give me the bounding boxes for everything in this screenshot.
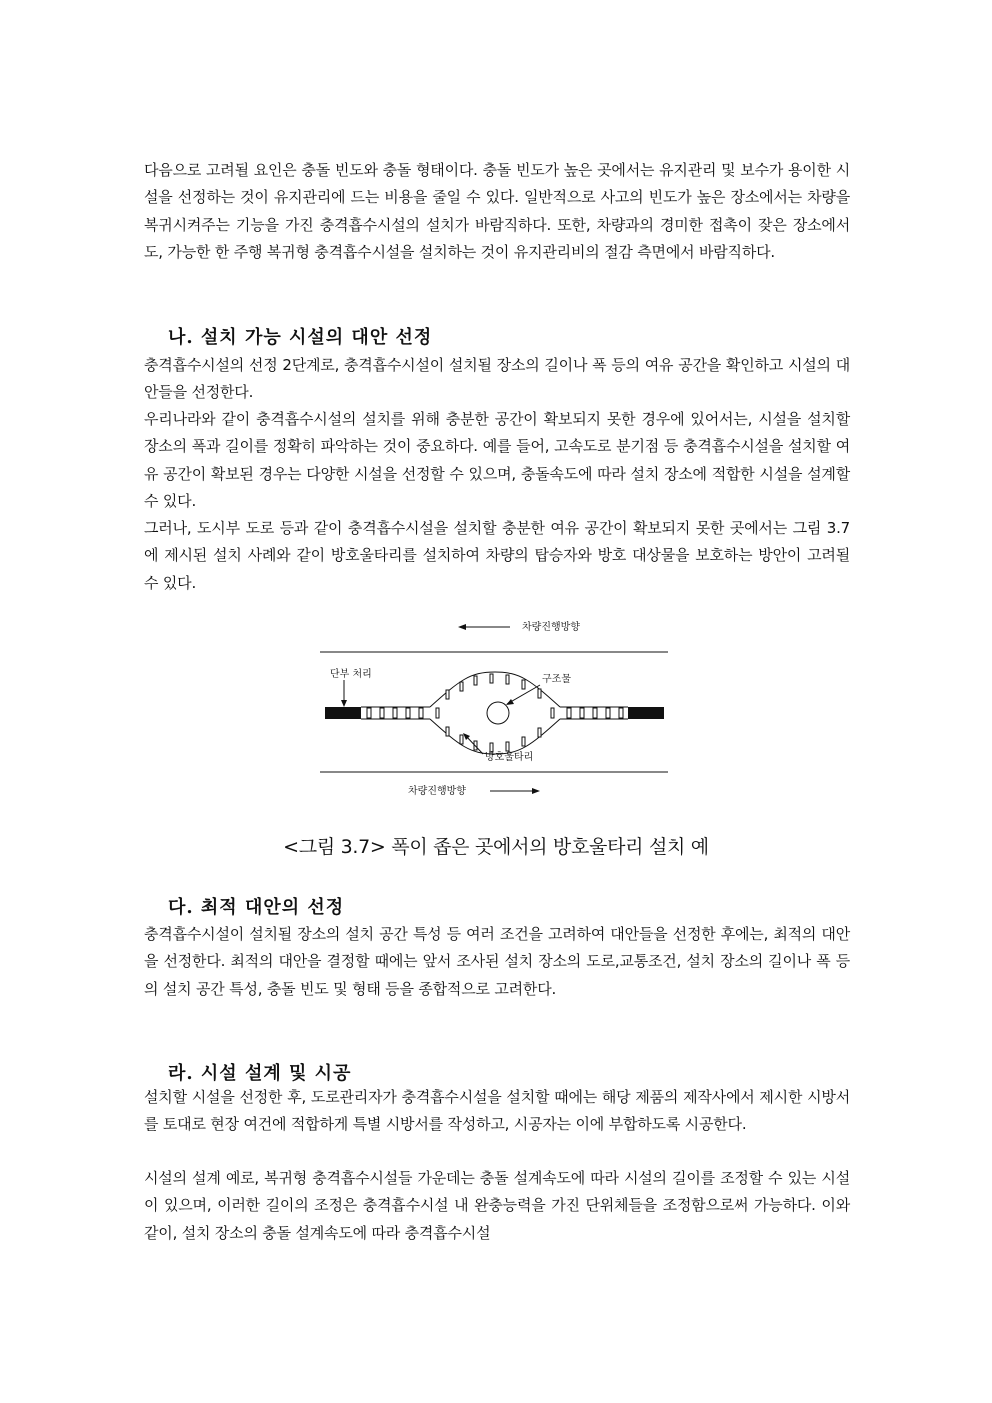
guardrail-label: 방호울타리 — [485, 752, 534, 763]
structure-leader-head — [506, 699, 514, 705]
end-treatment-label: 단부 처리 — [330, 669, 372, 680]
section-na-paragraph-1: 충격흡수시설의 선정 2단계로, 충격흡수시설이 설치될 장소의 길이나 폭 등의 여유 공간을 확인하고 시설의 대안들을 선정한다. — [144, 356, 850, 402]
end-treatment-right — [628, 707, 664, 719]
section-da-paragraph-1: 충격흡수시설이 설치될 장소의 설치 공간 특성 등 여러 조건을 고려하여 대안들을 선정한 후에는, 최적의 대안을 선정한다. 최적의 대안을 결정할 때에는 앞서 조사된 설치 장소의 도로,교통조건, 설치 장소의 길이나 폭 등의 설치 공간 특성, 충돌 빈도 및 형태 등을 종합적으로 고려한다. — [144, 925, 850, 998]
top-direction-arrow-head — [458, 624, 466, 630]
end-treatment-leader-head — [341, 700, 347, 707]
structure-label: 구조물 — [542, 674, 571, 685]
bottom-direction-label: 차량진행방향 — [408, 786, 466, 797]
section-na-heading: 나. 설치 가능 시설의 대안 선정 — [168, 327, 433, 348]
section-ra-heading: 라. 시설 설계 및 시공 — [168, 1063, 352, 1084]
section-ra-paragraph-2: 시설의 설계 예로, 복귀형 충격흡수시설들 가운데는 충돌 설계속도에 따라 시설의 길이를 조정할 수 있는 시설이 있으며, 이러한 길이의 조정은 충격흡수시설 내 완충능력을 가진 단위체들을 조정함으로써 가능하다. 이와 같이, 설치 장소의 충돌 설계속도에 따라 충격흡수시설 — [144, 1169, 850, 1242]
guardrail-diagram — [310, 610, 680, 810]
structure-circle — [487, 702, 509, 724]
section-ra-paragraph-1: 설치할 시설을 선정한 후, 도로관리자가 충격흡수시설을 설치할 때에는 해당 제품의 제작사에서 제시한 시방서를 토대로 현장 여건에 적합하게 특별 시방서를 작성하고, 시공자는 이에 부합하도록 시공한다. — [144, 1088, 850, 1134]
guardrail-figure — [310, 610, 680, 810]
bottom-direction-arrow-head — [532, 788, 540, 794]
figure-caption: <그림 3.7> 폭이 좁은 곳에서의 방호울타리 설치 예 — [283, 836, 709, 858]
section-na-paragraph-2: 우리나라와 같이 충격흡수시설의 설치를 위해 충분한 공간이 확보되지 못한 경우에 있어서는, 시설을 설치할 장소의 폭과 길이를 정확히 파악하는 것이 중요하다. 예를 들어, 고속도로 분기점 등 충격흡수시설을 설치할 여유 공간이 확보된 경우는 다양한 시설을 선정할 수 있으며, 충돌속도에 따라 설치 장소에 적합한 시설을 설계할 수 있다. — [144, 410, 850, 510]
section-na-paragraph-3: 그러나, 도시부 도로 등과 같이 충격흡수시설을 설치할 충분한 여유 공간이 확보되지 못한 곳에서는 그림 3.7에 제시된 설치 사례와 같이 방호울타리를 설치하여 차량의 탑승자와 방호 대상물을 보호하는 방안이 고려될 수 있다. — [144, 519, 850, 592]
top-direction-label: 차량진행방향 — [522, 622, 580, 633]
end-treatment-left — [325, 707, 361, 719]
intro-paragraph: 다음으로 고려될 요인은 충돌 빈도와 충돌 형태이다. 충돌 빈도가 높은 곳에서는 유지관리 및 보수가 용이한 시설을 선정하는 것이 유지관리에 드는 비용을 줄일 수 있다. 일반적으로 사고의 빈도가 높은 장소에서는 차량을 복귀시켜주는 기능을 가진 충격흡수시설의 설치가 바람직하다. 또한, 차량과의 경미한 접촉이 잦은 장소에서도, 가능한 한 주행 복귀형 충격흡수시설을 설치하는 것이 유지관리비의 절감 측면에서 바람직하다. — [144, 161, 850, 261]
section-da-heading: 다. 최적 대안의 선정 — [168, 897, 345, 918]
